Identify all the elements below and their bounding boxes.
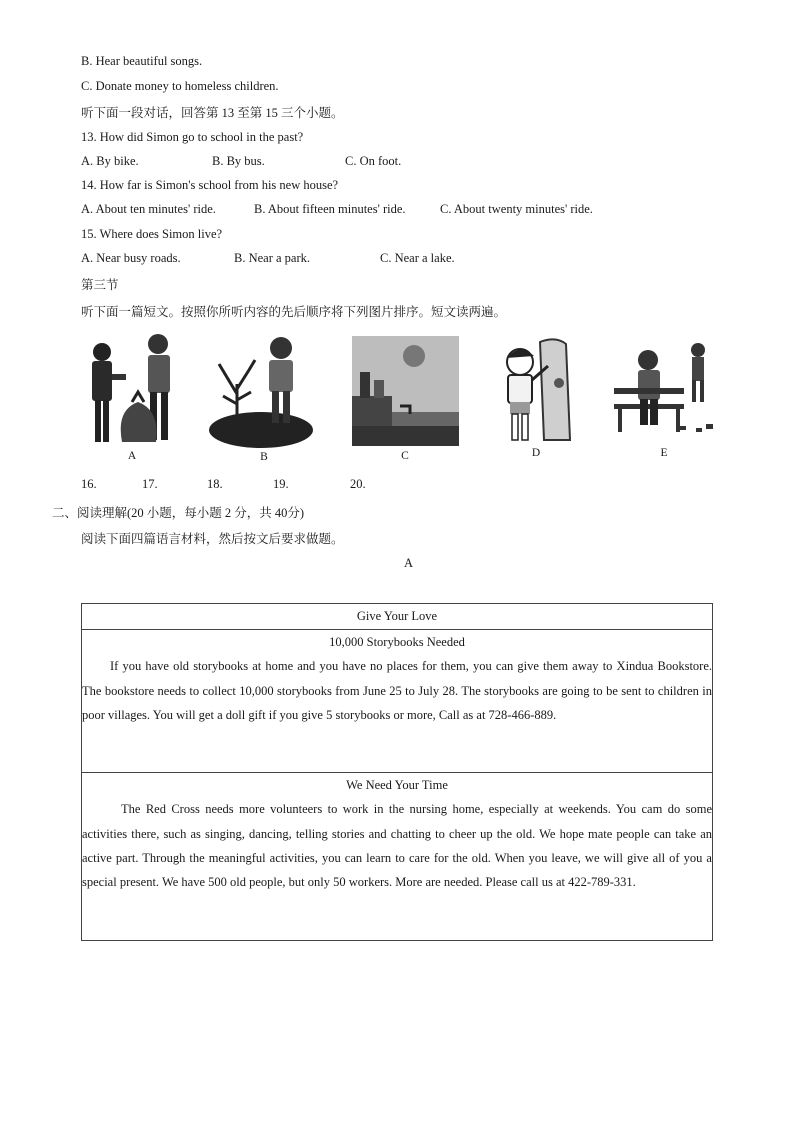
q14-option-b: B. About fifteen minutes' ride. xyxy=(254,202,406,216)
box-title: Give Your Love xyxy=(356,609,438,623)
section-2-title: We Need Your Time xyxy=(346,778,448,792)
q13-option-c: C. On foot. xyxy=(345,154,402,168)
question-15: 15. Where does Simon live? xyxy=(81,227,223,241)
picture-label-d: D xyxy=(531,447,541,459)
section-1-text: If you have old storybooks at home and you have no places for them, you can give them away to Xindua Bookstore. The bookstore needs to collect 10,000 storybooks from June 25 to July 28. The storybooks are going to be sent to children in poor villages. You will get a doll gift if you give 5 storybooks or more, Call as at 728-466-889. xyxy=(82,659,712,722)
section-3-heading: 第三节 xyxy=(81,278,119,292)
question-13: 13. How did Simon go to school in the past? xyxy=(81,130,304,144)
answer-blank-18: 18. xyxy=(207,477,223,491)
boy-at-door-icon xyxy=(498,336,574,446)
q14-option-a: A. About ten minutes' ride. xyxy=(81,202,216,216)
answer-blank-16: 16. xyxy=(81,477,97,491)
answer-blank-20: 20. xyxy=(350,477,366,491)
instruction-13-15: 听下面一段对话，回答第 13 至第 15 三个小题。 xyxy=(81,106,344,120)
person-on-bench-icon xyxy=(610,342,718,442)
q13-option-b: B. By bus. xyxy=(212,154,265,168)
picture-label-e: E xyxy=(660,447,668,459)
people-with-bag-icon xyxy=(86,330,178,446)
section-2-text: The Red Cross needs more volunteers to work in the nursing home, especially at weekends. You cam do some activities there, such as singing, dancing, telling stories and chatting to cheer up the old. We hope mate people can take an active part. Through the meaningful activities, you can learn to care for the old. When you leave, we will give all of you a special present. We have 500 old people, but only 50 workers. More are needed. Please call us at 422-789-331. xyxy=(82,802,712,890)
question-14: 14. How far is Simon's school from his new house? xyxy=(81,178,339,192)
picture-label-c: C xyxy=(401,450,409,462)
option-b-hear-songs: B. Hear beautiful songs. xyxy=(81,54,203,68)
factory-sun-icon xyxy=(352,336,459,446)
picture-label-b: B xyxy=(260,451,268,463)
picture-label-a: A xyxy=(127,450,137,462)
reading-passage-box xyxy=(81,603,713,941)
q15-option-a: A. Near busy roads. xyxy=(81,251,181,265)
section-1-title: 10,000 Storybooks Needed xyxy=(329,635,465,649)
instruction-pictures: 听下面一篇短文。按照你所听内容的先后顺序将下列图片排序。短文读两遍。 xyxy=(81,305,507,319)
q13-option-a: A. By bike. xyxy=(81,154,139,168)
answer-blank-19: 19. xyxy=(273,477,289,491)
q14-option-c: C. About twenty minutes' ride. xyxy=(440,202,593,216)
option-c-donate: C. Donate money to homeless children. xyxy=(81,79,279,93)
part-2-instruction: 阅读下面四篇语言材料，然后按文后要求做题。 xyxy=(81,532,344,546)
q15-option-b: B. Near a park. xyxy=(234,251,311,265)
q15-option-c: C. Near a lake. xyxy=(380,251,455,265)
answer-blank-17: 17. xyxy=(142,477,158,491)
passage-letter: A xyxy=(404,556,414,570)
part-2-heading: 二、阅读理解(20 小题，每小题 2 分，共 40分) xyxy=(52,506,305,520)
boy-planting-tree-icon xyxy=(205,334,313,450)
